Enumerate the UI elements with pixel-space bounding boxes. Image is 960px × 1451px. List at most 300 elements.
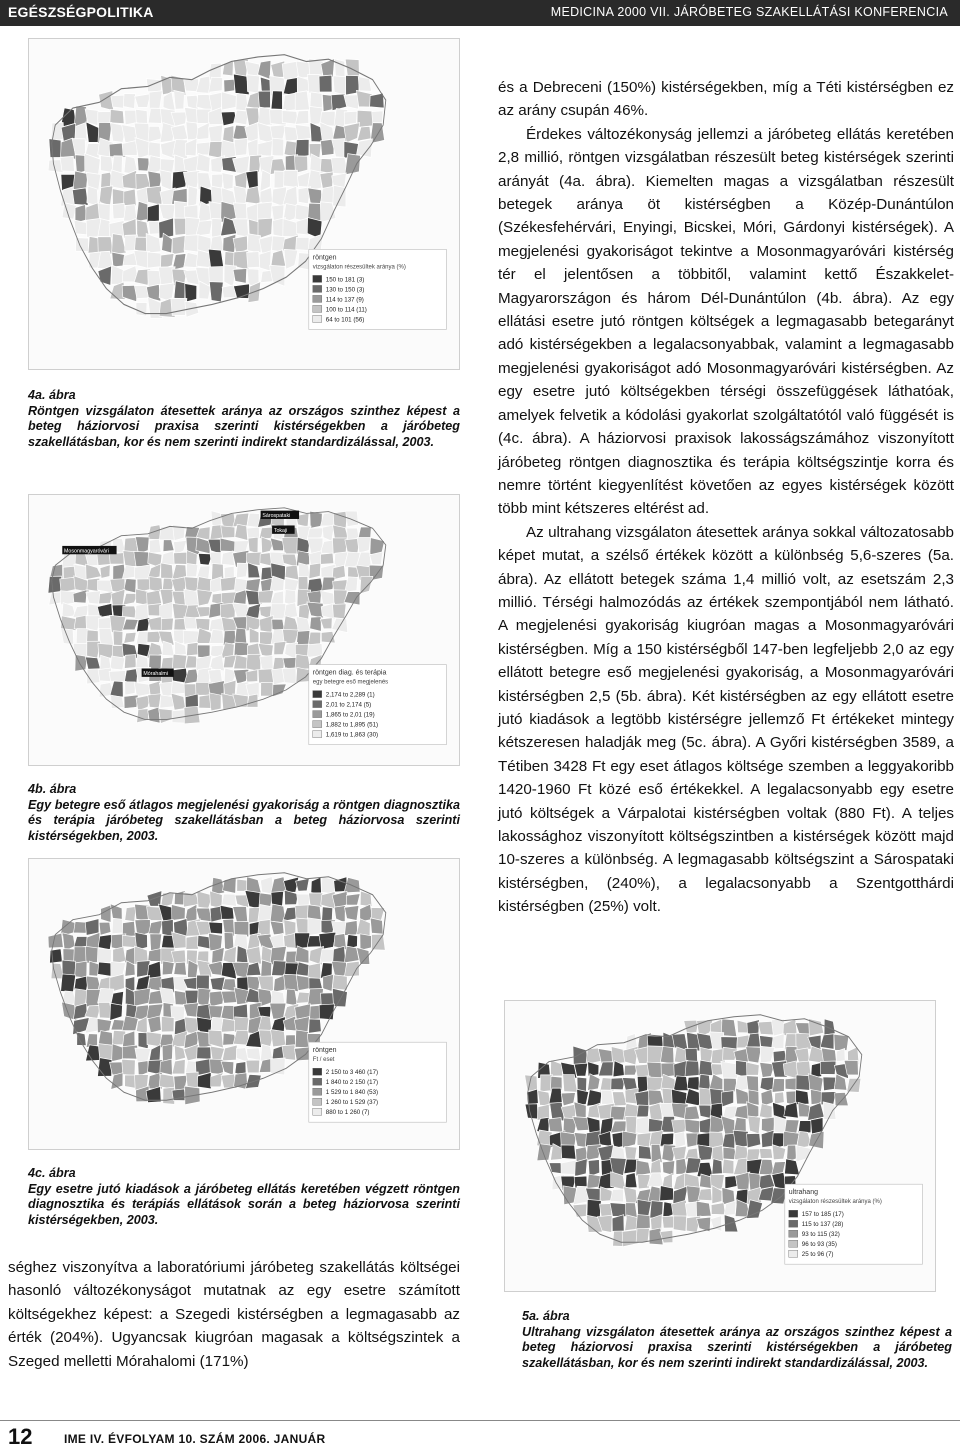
map-region — [183, 1003, 198, 1017]
page-number: 12 — [8, 1424, 33, 1449]
map-region — [123, 94, 135, 109]
map-region — [222, 173, 233, 190]
map-region — [625, 1173, 637, 1188]
map-region — [637, 1199, 651, 1215]
legend-item: 2,174 to 2,289 (1) — [325, 691, 375, 699]
map-region — [699, 1060, 713, 1075]
map-region — [783, 1131, 799, 1147]
map-region — [221, 1019, 236, 1033]
map-region — [725, 1176, 737, 1189]
map-region — [746, 1047, 762, 1063]
legend-swatch — [313, 1088, 322, 1095]
map-region — [113, 631, 123, 646]
map-region — [610, 1189, 623, 1202]
map-region — [771, 1019, 784, 1036]
map-region — [310, 511, 322, 528]
map-region — [209, 922, 223, 934]
map-region — [124, 189, 136, 206]
map-region — [319, 75, 332, 92]
figure-4b-map — [28, 494, 460, 766]
paragraph: Érdekes változékonyság jellemzi a járóbeteg ellátás keretében 2,8 millió, röntgen vizsgálatban részesült beteg kistérségek szerinti arányát (4a. ábra). Kiemelten magas a vizsgálatban részesült betegek aránya öt kistérségben a Közép-Dunántúlon (Székesfehérvári, Enyingi, Bicskei, Móri, Gárdonyi kistérségek). A megjelenési gyakoriságot tekintve a Mosonmagyaróvári kistérség tér el jelentősen a többitől, valamint kettő Északkelet-Magyarországon és három Dél-Dunántúlon (4b. ábra). Az egy ellátási esetre jutó röntgen költségek a legmagasabb betegarányt adó kistérségekben a legalacsonyabbak, valamint a legmagasabb megjelenési gyakoriságot adó Mosonmagyaróvári kistérségben. Az egy esetre jutó költségekben térségi összefüggések láthatóak, amelyek felvetik a kódolási gyakorlat szolgáltatótól való függését is (4c. ábra). A háziorvosi praxisok lakosságszámához viszonyított járóbeteg röntgen diagnosztika és terápia költségszintje korra és nemre történt kiegyenlítést követően az egyes kistérségek között több mint kétszeres eltérést ad. — [498, 125, 954, 518]
map-region — [110, 1003, 123, 1020]
map-region — [86, 564, 102, 579]
map-region — [271, 91, 282, 110]
map-region — [282, 538, 299, 554]
map-region — [188, 186, 198, 208]
map-region — [148, 108, 162, 123]
map-region — [221, 526, 235, 538]
map-region — [296, 667, 311, 682]
map-region — [220, 905, 234, 919]
figure-4b-caption — [28, 782, 460, 844]
legend-swatch — [313, 1098, 322, 1105]
map-region — [588, 1160, 599, 1177]
map-region — [222, 894, 237, 906]
map-region — [746, 1062, 759, 1075]
map-region — [675, 1132, 686, 1148]
map-region — [610, 1203, 627, 1217]
map-region — [110, 681, 123, 697]
map-region — [209, 141, 223, 158]
legend-item: 2 150 to 3 460 (17) — [325, 1069, 379, 1077]
map-region — [295, 1030, 309, 1048]
map-region — [357, 537, 370, 553]
map-region — [660, 1046, 673, 1063]
figure-4c-caption — [28, 1166, 460, 1228]
map-region — [149, 1044, 161, 1062]
map-region — [235, 628, 247, 644]
map-region — [294, 1047, 310, 1061]
map-region — [160, 1059, 173, 1075]
legend-subtitle: vizsgálaton részesültek aránya (%) — [312, 264, 406, 271]
map-region — [109, 553, 124, 564]
map-region — [598, 1062, 613, 1076]
map-region — [344, 921, 357, 936]
map-region — [172, 905, 186, 921]
map-region — [148, 142, 160, 158]
map-region — [748, 1116, 761, 1134]
map-region — [711, 1203, 725, 1215]
map-region — [246, 654, 261, 671]
paragraph: és a Debreceni (150%) kistérségekben, míg a Téti kistérségben ez az arány csupán 46%. — [498, 79, 954, 120]
map-region — [835, 1092, 849, 1105]
map-legend — [309, 249, 447, 329]
map-region — [234, 110, 249, 125]
map-region — [98, 1058, 112, 1077]
map-region — [111, 695, 125, 708]
map-region — [561, 1160, 576, 1174]
map-region — [138, 1061, 149, 1077]
map-region — [186, 936, 198, 949]
map-region — [798, 1102, 810, 1117]
map-region — [774, 1092, 784, 1104]
legend-subtitle: Ft / eset — [312, 1057, 335, 1064]
legend-item: 96 to 93 (35) — [801, 1241, 837, 1249]
map-region — [221, 92, 236, 110]
map-region — [344, 906, 358, 921]
map-region — [258, 123, 274, 144]
legend-title: röntgen — [312, 254, 337, 262]
map-region — [197, 1047, 211, 1059]
map-region — [98, 203, 110, 220]
map-region — [174, 1045, 185, 1060]
map-region — [636, 1215, 650, 1230]
legend-swatch — [313, 731, 322, 738]
map-region — [234, 138, 247, 155]
map-region — [125, 682, 136, 695]
map-region — [320, 618, 332, 629]
legend-swatch — [313, 711, 322, 718]
map-region — [198, 988, 211, 1006]
legend-item: 64 to 101 (56) — [325, 316, 365, 324]
map-region — [110, 109, 124, 123]
map-region — [101, 905, 111, 923]
map-region — [174, 90, 185, 109]
map-region — [75, 961, 87, 978]
legend-item: 150 to 181 (3) — [325, 276, 365, 284]
legend-swatch — [313, 1068, 322, 1075]
map-region — [109, 671, 125, 682]
map-region — [246, 670, 258, 682]
map-region — [247, 139, 257, 158]
map-region — [135, 604, 149, 620]
map-region — [561, 1093, 575, 1106]
legend-item: 1,865 to 2,01 (19) — [325, 711, 375, 719]
map-region — [699, 1174, 711, 1188]
legend-swatch — [789, 1210, 798, 1217]
map-region — [172, 654, 186, 669]
map-region — [122, 140, 137, 155]
figure-4a-label: 4a. ábra — [28, 388, 76, 402]
map-region — [820, 1061, 836, 1074]
map-region — [696, 1201, 711, 1216]
journal-info: IME IV. ÉVFOLYAM 10. SZÁM 2006. JANUÁR — [64, 1432, 326, 1446]
legend-title: röntgen — [312, 1047, 337, 1055]
map-region — [224, 79, 235, 92]
map-region — [296, 962, 309, 976]
map-region — [148, 707, 160, 723]
map-region — [174, 962, 187, 975]
figure-4c-label: 4c. ábra — [28, 1166, 76, 1180]
map-region — [259, 251, 271, 271]
map-region — [773, 1050, 786, 1062]
map-region — [134, 682, 150, 696]
map-region — [638, 1175, 650, 1189]
map-region — [184, 589, 199, 606]
map-region — [320, 591, 334, 605]
map-region — [247, 877, 261, 893]
map-region — [258, 669, 273, 684]
map-region — [309, 563, 321, 579]
map-region — [124, 695, 138, 709]
map-region — [636, 1228, 649, 1242]
map-region — [97, 1018, 111, 1032]
map-region — [284, 974, 299, 991]
map-region — [148, 1016, 161, 1033]
map-region — [110, 656, 125, 670]
map-region — [122, 170, 136, 189]
legend-swatch — [789, 1240, 798, 1247]
map-region — [235, 524, 248, 540]
figure-5a-map — [504, 1000, 936, 1292]
legend-item: 100 to 114 (11) — [325, 306, 367, 314]
map-region — [246, 616, 262, 631]
map-region — [733, 1130, 748, 1148]
map-region — [99, 91, 114, 111]
map-region — [796, 1146, 811, 1162]
map-region — [261, 960, 272, 977]
map-region — [98, 266, 112, 286]
map-region — [357, 139, 373, 158]
map-region — [796, 1090, 809, 1105]
map-region — [122, 1059, 136, 1076]
map-region — [284, 249, 298, 269]
conference-title: MEDICINA 2000 VII. JÁRÓBETEG SZAKELLÁTÁSI KONFERENCIA — [550, 5, 948, 19]
map-region — [561, 1145, 576, 1159]
map-region — [346, 894, 360, 905]
map-region — [234, 642, 248, 656]
legend-item: 1 529 to 1 840 (53) — [325, 1089, 379, 1097]
map-region — [212, 563, 224, 579]
body-text-right-column — [498, 76, 954, 919]
paragraph: séghez viszonyítva a laboratóriumi járóbeteg szakellátás költségei hasonló változékonyságot mutatnak az egy esetre számított költségekhez képest: a Szegedi kistérségben a legmagasabb az érték (204%). Ugyancsak kiugróan magasak a költségszintek a Szeged melletti Mórahalomi (171%) — [8, 1259, 460, 1370]
legend-swatch — [313, 315, 322, 322]
map-region — [85, 1005, 101, 1019]
map-region — [721, 1116, 735, 1134]
map-region — [820, 1034, 834, 1050]
map-region — [258, 91, 270, 108]
map-region — [798, 1121, 811, 1133]
fig4a-svg — [29, 39, 459, 369]
map-region — [334, 590, 348, 606]
map-region — [233, 906, 248, 922]
map-region — [146, 79, 162, 92]
map-region — [134, 988, 150, 1006]
map-region — [197, 153, 211, 172]
map-region — [270, 1003, 286, 1019]
map-region — [60, 156, 74, 171]
map-region — [171, 693, 185, 710]
map-region — [270, 265, 285, 286]
map-region — [60, 577, 76, 592]
map-region — [662, 1161, 674, 1176]
map-region — [687, 1186, 700, 1204]
map-region — [747, 1020, 759, 1035]
map-region — [209, 693, 221, 711]
map-region — [196, 123, 209, 140]
map-region — [122, 1016, 138, 1031]
map-region — [246, 947, 262, 965]
map-region — [247, 234, 261, 253]
map-region — [734, 1158, 749, 1174]
figure-4a-map — [28, 38, 460, 370]
map-region — [274, 641, 286, 654]
legend-item: 93 to 115 (32) — [801, 1231, 840, 1239]
map-region — [308, 632, 320, 645]
legend-item: 115 to 137 (28) — [801, 1221, 844, 1229]
map-region — [346, 511, 359, 527]
legend-item: 130 to 150 (3) — [325, 286, 365, 294]
map-region — [310, 617, 321, 632]
map-region — [249, 628, 258, 643]
map-region — [344, 961, 359, 977]
map-region — [73, 171, 88, 189]
map-region — [272, 961, 287, 976]
map-region — [112, 918, 123, 933]
map-region — [296, 975, 310, 990]
map-region — [222, 1045, 237, 1061]
map-region — [171, 681, 186, 694]
map-region — [174, 552, 188, 564]
map-region — [721, 1091, 733, 1107]
map-region — [722, 1133, 734, 1148]
map-region — [209, 1006, 223, 1019]
figure-4a-caption-text: Röntgen vizsgálaton átesettek aránya az országos szinthez képest a beteg háziorvosi praxisa szerinti kistérségekben a járóbeteg szakellátásban, kor és nem szerinti indirekt standardizálással, 2003. — [28, 403, 460, 449]
section-title: EGÉSZSÉGPOLITIKA — [8, 4, 154, 20]
map-region — [673, 1216, 686, 1232]
map-region — [124, 655, 136, 669]
map-region — [270, 1030, 285, 1047]
map-region — [208, 125, 222, 143]
map-region — [211, 1073, 223, 1087]
map-region — [772, 1079, 784, 1093]
map-region — [637, 1105, 649, 1117]
map-region — [635, 1091, 649, 1106]
map-region — [85, 919, 99, 936]
map-region — [184, 617, 197, 629]
map-region — [209, 282, 223, 302]
map-region — [196, 142, 209, 155]
map-region — [759, 1148, 772, 1158]
map-region — [161, 618, 173, 630]
map-region — [684, 1106, 699, 1120]
map-region — [699, 1105, 711, 1118]
legend-swatch — [313, 1078, 322, 1085]
map-region — [587, 1117, 600, 1133]
figure-5a-label: 5a. ábra — [522, 1309, 570, 1323]
figure-4c-caption-text: Egy esetre jutó kiadások a járóbeteg ellátás keretében végzett röntgen diagnosztika és terápiás ellátások során a beteg háziorvosa szerinti kistérségekben, 2003. — [28, 1181, 460, 1227]
map-region — [322, 907, 333, 922]
map-region — [74, 936, 88, 947]
map-region — [834, 1034, 849, 1050]
legend-swatch — [313, 1108, 322, 1115]
map-region — [210, 235, 224, 251]
fig5a-svg — [505, 1001, 935, 1291]
map-region — [112, 645, 123, 657]
map-region — [319, 1004, 334, 1020]
map-region — [247, 251, 260, 267]
map-region — [147, 204, 159, 222]
map-region — [333, 76, 347, 95]
map-region — [344, 111, 357, 125]
map-region — [639, 1145, 652, 1159]
legend-subtitle: egy betegre eső megjelenés — [312, 679, 389, 686]
map-region — [124, 632, 136, 643]
map-region — [270, 921, 284, 935]
map-region — [86, 591, 101, 604]
map-region — [163, 540, 174, 552]
map-legend — [309, 1042, 447, 1122]
map-region — [125, 906, 136, 921]
body-text-bottom-left — [8, 1256, 460, 1373]
map-region — [149, 920, 163, 934]
map-region — [284, 890, 298, 905]
region-label: Tokaji — [273, 527, 288, 535]
map-region — [171, 125, 188, 142]
map-region — [258, 590, 273, 603]
legend-swatch — [313, 701, 322, 708]
map-region — [685, 1089, 699, 1106]
map-region — [209, 933, 223, 950]
map-region — [97, 553, 111, 565]
legend-item: 25 to 96 (7) — [801, 1251, 834, 1259]
map-region — [358, 76, 371, 91]
map-region — [223, 979, 237, 992]
map-region — [246, 171, 258, 190]
map-region — [356, 919, 370, 936]
legend-item: 1,619 to 1,863 (30) — [325, 731, 379, 739]
map-region — [210, 1046, 224, 1061]
map-region — [295, 91, 309, 111]
map-region — [649, 1228, 663, 1245]
map-region — [197, 590, 213, 606]
figure-4b-label: 4b. ábra — [28, 782, 77, 796]
legend-swatch — [313, 295, 322, 302]
map-region — [333, 604, 347, 619]
map-region — [295, 946, 309, 963]
map-region — [148, 694, 161, 708]
map-region — [307, 74, 320, 93]
legend-item: 1 260 to 1 529 (37) — [325, 1099, 379, 1107]
map-region — [233, 513, 249, 527]
map-region — [160, 170, 172, 190]
legend-item: 2,01 to 2,174 (5) — [325, 701, 372, 709]
legend-swatch — [313, 285, 322, 292]
map-region — [247, 75, 260, 93]
map-region — [248, 537, 258, 554]
map-region — [209, 77, 223, 92]
figure-4b-caption-text: Egy betegre eső átlagos megjelenési gyakoriság a röntgen diagnosztika és terápia járóbeteg szakellátásban a beteg háziorvosa szerinti kistérségekben, 2003. — [28, 797, 460, 843]
map-region — [660, 1133, 673, 1146]
map-region — [687, 1077, 699, 1091]
map-region — [623, 1131, 637, 1148]
map-region — [124, 579, 136, 593]
map-region — [146, 186, 162, 205]
map-region — [162, 961, 174, 975]
map-region — [197, 960, 212, 977]
map-region — [575, 1159, 588, 1177]
map-region — [625, 1215, 638, 1231]
map-region — [760, 1046, 775, 1063]
map-region — [611, 1047, 625, 1064]
map-region — [796, 1033, 811, 1051]
map-region — [49, 139, 61, 158]
map-region — [184, 79, 199, 92]
region-label: Mórahalmi — [143, 670, 169, 678]
map-region — [370, 93, 384, 108]
map-region — [150, 934, 162, 951]
fig4b-svg — [29, 495, 459, 765]
map-region — [847, 1078, 861, 1092]
map-region — [220, 538, 236, 551]
map-region — [259, 616, 273, 633]
map-region — [272, 138, 283, 156]
map-region — [624, 1187, 638, 1204]
legend-subtitle: vizsgálaton részesültek aránya (%) — [788, 1199, 882, 1206]
region-label: Sárospataki — [262, 513, 291, 520]
map-region — [309, 1019, 322, 1033]
fig4c-svg — [29, 859, 459, 1149]
